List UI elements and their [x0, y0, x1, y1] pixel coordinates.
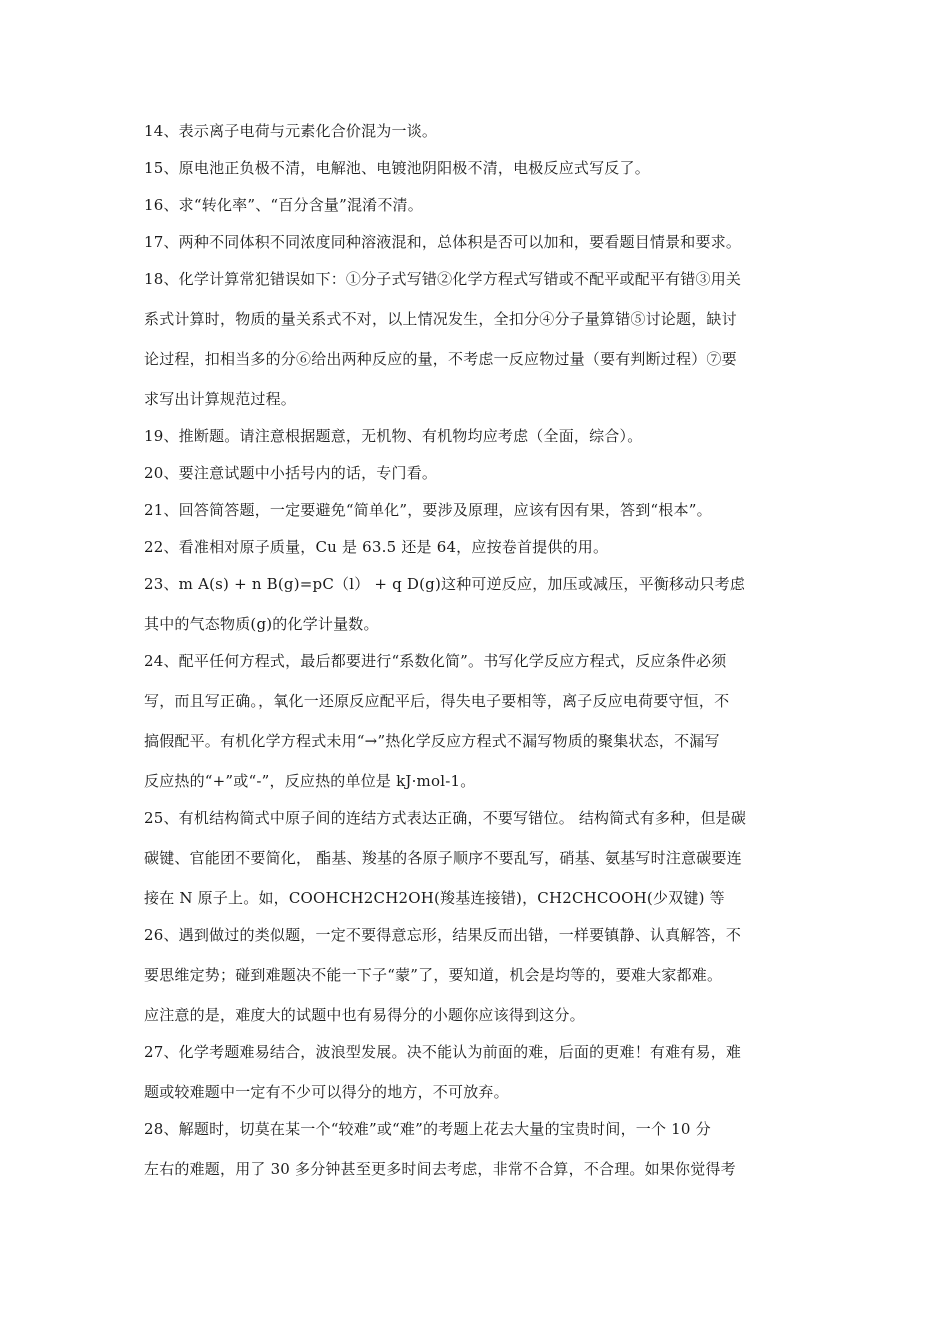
paragraph-line: 15、原电池正负极不清，电解池、电镀池阴阳极不清，电极反应式写反了。: [144, 159, 650, 177]
paragraph-line: 16、求“转化率”、“百分含量”混淆不清。: [144, 196, 423, 214]
list-item: [144, 536, 808, 558]
paragraph-line: 25、有机结构简式中原子间的连结方式表达正确，不要写错位。 结构简式有多种，但是碳: [144, 809, 747, 827]
paragraph-line: 接在 N 原子上。如，COOHCH2CH2OH(羧基连接错)，CH2CHCOOH(少双键) 等: [144, 889, 725, 907]
document-body: [144, 120, 808, 1195]
list-item: [144, 573, 808, 635]
list-item: [144, 807, 808, 909]
list-item: [144, 650, 808, 792]
paragraph-line: 应注意的是，难度大的试题中也有易得分的小题你应该得到这分。: [144, 1006, 585, 1024]
list-item: [144, 1041, 808, 1103]
paragraph-line: 19、推断题。请注意根据题意，无机物、有机物均应考虑（全面，综合）。: [144, 427, 643, 445]
paragraph-line: 23、m A(s) + n B(g)=pC（l） + q D(g)这种可逆反应，加压或减压，平衡移动只考虑: [144, 575, 746, 593]
paragraph-line: 论过程，扣相当多的分⑥给出两种反应的量，不考虑一反应物过量（要有判断过程）⑦要: [144, 350, 737, 368]
list-item: [144, 157, 808, 179]
list-item: [144, 194, 808, 216]
paragraph-line: 14、表示离子电荷与元素化合价混为一谈。: [144, 122, 438, 140]
paragraph-line: 21、回答简答题，一定要避免“简单化”，要涉及原理，应该有因有果，答到“根本”。: [144, 501, 712, 519]
paragraph-line: 写，而且写正确。，氧化一还原反应配平后，得失电子要相等，离子反应电荷要守恒，不: [144, 692, 730, 710]
paragraph-line: 27、化学考题难易结合，波浪型发展。决不能认为前面的难，后面的更难！有难有易，难: [144, 1043, 742, 1061]
list-item: [144, 1118, 808, 1180]
paragraph-line: 22、看准相对原子质量，Cu 是 63.5 还是 64，应按卷首提供的用。: [144, 538, 609, 556]
paragraph-line: 反应热的“+”或“-”，反应热的单位是 kJ·mol-1。: [144, 772, 476, 790]
paragraph-line: 题或较难题中一定有不少可以得分的地方，不可放弃。: [144, 1083, 509, 1101]
list-item: [144, 120, 808, 142]
paragraph-line: 系式计算时，物质的量关系式不对，以上情况发生，全扣分④分子量算错⑤讨论题，缺讨: [144, 310, 737, 328]
paragraph-line: 左右的难题，用了 30 多分钟甚至更多时间去考虑，非常不合算，不合理。如果你觉得考: [144, 1160, 736, 1178]
list-item: [144, 499, 808, 521]
paragraph-line: 要思维定势；碰到难题决不能一下子“蒙”了，要知道，机会是均等的，要难大家都难。: [144, 966, 723, 984]
list-item: [144, 924, 808, 1026]
list-item: [144, 425, 808, 447]
paragraph-line: 求写出计算规范过程。: [144, 390, 297, 408]
list-item: [144, 268, 808, 410]
paragraph-line: 17、两种不同体积不同浓度同种溶液混和，总体积是否可以加和，要看题目情景和要求。: [144, 233, 742, 251]
paragraph-line: 其中的气态物质(g)的化学计量数。: [144, 615, 379, 633]
paragraph-line: 28、解题时，切莫在某一个“较难”或“难”的考题上花去大量的宝贵时间，一个 10 分: [144, 1120, 711, 1138]
paragraph-line: 碳键、官能团不要简化， 酯基、羧基的各原子顺序不要乱写，硝基、氨基写时注意碳要连: [144, 849, 742, 867]
list-item: [144, 231, 808, 253]
paragraph-line: 20、要注意试题中小括号内的话，专门看。: [144, 464, 438, 482]
list-item: [144, 462, 808, 484]
paragraph-line: 26、遇到做过的类似题，一定不要得意忘形，结果反而出错，一样要镇静、认真解答，不: [144, 926, 742, 944]
paragraph-line: 18、化学计算常犯错误如下：①分子式写错②化学方程式写错或不配平或配平有错③用关: [144, 270, 742, 288]
paragraph-line: 搞假配平。有机化学方程式未用“→”热化学反应方程式不漏写物质的聚集状态，不漏写: [144, 732, 720, 750]
paragraph-line: 24、配平任何方程式，最后都要进行“系数化简”。书写化学反应方程式，反应条件必须: [144, 652, 727, 670]
